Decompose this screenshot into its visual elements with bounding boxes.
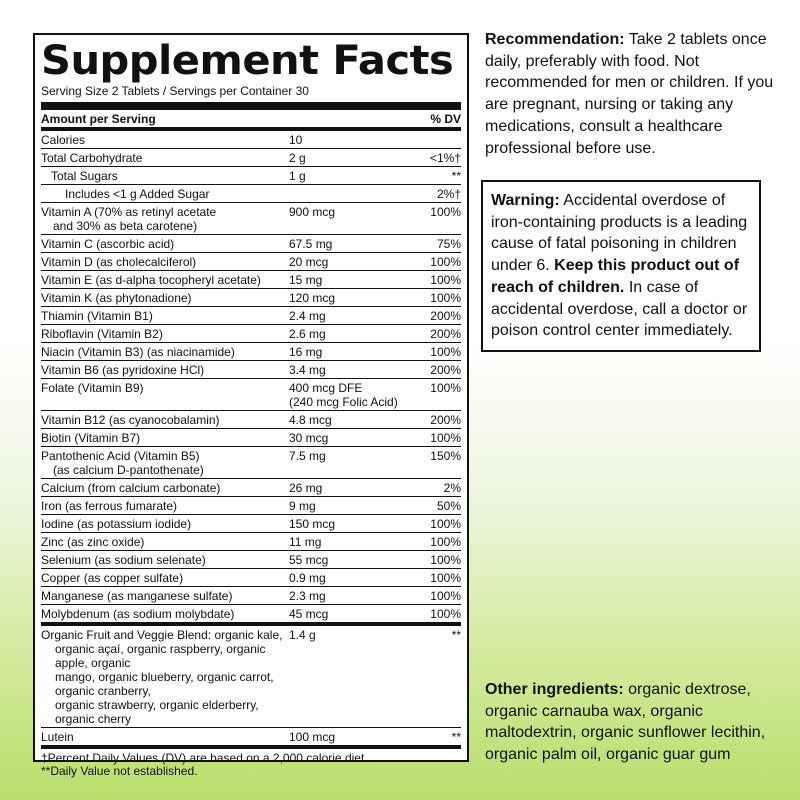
nutrient-amount [289,291,413,305]
nutrient-amount [289,481,413,495]
nutrient-amount [289,255,413,269]
recommendation-label: Recommendation: [485,31,625,48]
nutrient-dv: 75% [436,237,461,251]
nutrient-amount [289,431,413,445]
nutrient-name [41,413,289,427]
nutrient-dv: 150% [430,449,461,463]
nutrient-amount [289,345,413,359]
nutrient-name-line: Thiamin (Vitamin B1) [41,309,153,323]
nutrient-row [41,604,461,622]
nutrient-name [41,517,289,531]
nutrient-name [41,169,289,183]
nutrient-name [41,481,289,495]
nutrient-name-line: Iodine (as potassium iodide) [41,517,192,531]
nutrient-dv: 100% [430,381,461,395]
nutrient-name [41,151,289,165]
nutrient-amount-line: 0.9 mg [289,571,326,585]
nutrient-dv: 100% [430,607,461,621]
blend-line: mango, organic blueberry, organic carrot, organic cranberry, [55,670,274,698]
nutrient-row [41,586,461,604]
blend-name [41,628,289,726]
nutrient-name-line: (as calcium D-pantothenate) [53,463,204,477]
nutrient-dv: 100% [430,431,461,445]
nutrient-dv: 100% [430,589,461,603]
blend-dv: ** [451,628,461,642]
thick-divider [41,102,461,110]
nutrient-name-line: Iron (as ferrous fumarate) [41,499,178,513]
blend-line: organic strawberry, organic elderberry, organic cherry [55,698,259,726]
nutrient-dv: 200% [430,363,461,377]
nutrient-row [41,568,461,586]
nutrient-row [41,342,461,360]
nutrient-name-line: Vitamin E (as d-alpha tocopheryl acetate) [41,273,261,287]
nutrient-amount [289,553,413,567]
nutrient-name [41,309,289,323]
warning-body-2: In case of accidental overdose, call a doctor or poison control center immediately. [491,278,748,340]
nutrient-amount-line: 150 mcg [289,517,336,531]
warning-body-1: Accidental overdose of iron-containing products is a leading cause of fatal poisoning in children under 6. [491,192,748,275]
nutrient-row [41,252,461,270]
nutrient-dv: 100% [430,345,461,359]
nutrient-row [41,270,461,288]
nutrient-amount [289,589,413,603]
blend-line: organic açaí, organic raspberry, organic apple, organic [55,642,266,670]
nutrient-row [41,428,461,446]
nutrient-name-line: Vitamin B12 (as cyanocobalamin) [41,413,220,427]
nutrient-name [41,589,289,603]
nutrient-name-line: and 30% as beta carotene) [53,219,198,233]
nutrient-amount-line: 26 mg [289,481,323,495]
nutrient-amount-line: 2.4 mg [289,309,326,323]
nutrient-row [41,360,461,378]
nutrient-name-line: Zinc (as zinc oxide) [41,535,145,549]
nutrient-dv: <1%† [429,151,461,165]
supplement-facts-panel [33,33,469,778]
nutrient-dv: 100% [430,273,461,287]
nutrient-row [41,514,461,532]
nutrient-name [41,345,289,359]
nutrient-row [41,306,461,324]
nutrient-name [41,363,289,377]
nutrient-name [41,553,289,567]
nutrient-amount [289,309,413,323]
nutrient-amount-line: 67.5 mg [289,237,333,251]
nutrient-amount [289,449,413,477]
nutrient-name [41,237,289,251]
nutrient-name-line: Vitamin A (70% as retinyl acetate [41,205,217,219]
nutrient-name [41,431,289,445]
nutrient-name-line: Vitamin B6 (as pyridoxine HCl) [41,363,205,377]
nutrient-name [41,499,289,513]
nutrient-dv: 100% [430,535,461,549]
nutrient-dv: 100% [430,291,461,305]
panel-title: Supplement Facts [41,38,454,84]
nutrient-name-line: Selenium (as sodium selenate) [41,553,206,567]
nutrient-name [41,255,289,269]
warning-label: Warning: [491,192,560,209]
recommendation-body: Take 2 tablets once daily, preferably with food. Not recommended for men or children. If you are pregnant, nursing or taking any medications, consult a healthcare professional before use. [485,31,774,157]
nutrient-amount-line: 30 mcg [289,431,329,445]
nutrient-dv: 50% [436,499,461,513]
nutrient-amount [289,133,413,147]
nutrient-row [41,148,461,166]
nutrient-name-line: Molybdenum (as sodium molybdate) [41,607,235,621]
nutrient-name-line: Riboflavin (Vitamin B2) [41,327,163,341]
nutrient-amount [289,205,413,233]
nutrient-dv: 200% [430,309,461,323]
nutrient-dv: 100% [430,571,461,585]
nutrient-amount-line: 55 mcg [289,553,329,567]
nutrient-name-line: Pantothenic Acid (Vitamin B5) [41,449,200,463]
nutrient-row [41,378,461,410]
nutrient-dv: 2%† [436,187,461,201]
other-ingredients [485,679,785,766]
nutrient-name-line: Total Carbohydrate [41,151,143,165]
nutrient-amount-line: 400 mcg DFE [289,381,363,395]
nutrient-name-line: Vitamin D (as cholecalciferol) [41,255,197,269]
serving-info: Serving Size 2 Tablets / Servings per Container 30 [41,84,309,98]
nutrient-dv: 100% [430,205,461,219]
nutrient-amount [289,363,413,377]
nutrient-name [41,449,289,477]
nutrient-amount-line: 120 mcg [289,291,336,305]
nutrient-name [41,133,289,147]
nutrient-row [41,446,461,478]
nutrient-dv: 200% [430,413,461,427]
nutrient-amount [289,237,413,251]
nutrient-name [41,381,289,409]
nutrient-amount-line: 4.8 mcg [289,413,332,427]
nutrient-name [41,571,289,585]
nutrient-amount-line: (240 mcg Folic Acid) [289,395,398,409]
lutein-name: Lutein [41,730,74,744]
nutrient-amount-line: 9 mg [289,499,316,513]
nutrient-row [41,324,461,342]
nutrient-amount [289,413,413,427]
nutrient-name-line: Vitamin C (ascorbic acid) [41,237,175,251]
nutrient-amount-line: 2.6 mg [289,327,326,341]
nutrient-amount-line: 11 mg [289,535,322,549]
nutrient-amount [289,499,413,513]
nutrient-rows [41,131,461,622]
nutrient-amount [289,607,413,621]
nutrient-row [41,184,461,202]
warning-box [481,180,761,352]
nutrient-amount-line: 20 mcg [289,255,329,269]
nutrient-amount [289,327,413,341]
nutrient-dv [413,133,461,147]
footnotes [41,745,461,778]
nutrient-row [41,202,461,234]
nutrient-amount-line: 1 g [289,169,306,183]
other-body: organic dextrose, organic carnauba wax, organic maltodextrin, organic sunflower lecithin, organic palm oil, organic guar gum [485,681,766,764]
nutrient-row [41,550,461,568]
column-header [41,110,461,127]
nutrient-name [41,187,289,201]
nutrient-amount-line: 15 mg [289,273,323,287]
nutrient-amount [289,571,413,585]
nutrient-dv: 200% [430,327,461,341]
nutrient-name-line: Copper (as copper sulfate) [41,571,184,585]
nutrient-amount-line: 16 mg [289,345,323,359]
nutrient-amount [289,535,413,549]
nutrient-amount-line: 7.5 mg [289,449,326,463]
dv-header: % DV [430,112,461,126]
nutrient-dv: 100% [430,517,461,531]
nutrient-name-line: Folate (Vitamin B9) [41,381,144,395]
nutrient-name-line: Vitamin K (as phytonadione) [41,291,192,305]
nutrient-name-line: Total Sugars [51,169,118,183]
nutrient-amount [289,273,413,287]
nutrient-amount [289,169,413,183]
nutrient-amount-line: 3.4 mg [289,363,326,377]
nutrient-name [41,535,289,549]
nutrient-name-line: Niacin (Vitamin B3) (as niacinamide) [41,345,235,359]
blend-row [41,622,461,727]
nutrient-amount-line: 10 [289,133,303,147]
blend-amount: 1.4 g [289,628,316,642]
nutrient-amount [289,151,413,165]
nutrient-amount-line: 2 g [289,151,306,165]
nutrient-row [41,166,461,184]
nutrient-name [41,205,289,233]
nutrient-dv: ** [451,169,461,183]
nutrient-name-line: Calcium (from calcium carbonate) [41,481,221,495]
lutein-dv: ** [451,730,461,744]
amount-header: Amount per Serving [41,112,156,126]
nutrient-row [41,234,461,252]
footnote-dv: †Percent Daily Values (DV) are based on a 2,000 calorie diet. [41,751,368,765]
other-label: Other ingredients: [485,681,624,698]
nutrient-name [41,327,289,341]
blend-title: Organic Fruit and Veggie Blend: organic kale, [41,628,283,642]
warning-bold: Keep this product out of reach of children. [491,257,740,296]
lutein-row [41,727,461,745]
nutrient-name [41,291,289,305]
nutrient-amount-line: 900 mcg [289,205,336,219]
nutrient-name [41,607,289,621]
nutrient-name-line: Calories [41,133,86,147]
nutrient-amount-line: 2.3 mg [289,589,326,603]
footnote-not-established: **Daily Value not established. [41,764,198,778]
nutrient-dv: 100% [430,255,461,269]
nutrient-row [41,496,461,514]
nutrient-dv: 100% [430,553,461,567]
nutrient-row [41,532,461,550]
nutrient-row [41,410,461,428]
nutrient-name-line: Biotin (Vitamin B7) [41,431,141,445]
nutrient-row [41,131,461,148]
nutrient-amount [289,187,413,201]
lutein-amount: 100 mcg [289,730,336,744]
nutrient-name-line: Includes <1 g Added Sugar [65,187,210,201]
nutrient-dv: 2% [443,481,461,495]
nutrient-name-line: Manganese (as manganese sulfate) [41,589,233,603]
nutrient-amount-line: 45 mcg [289,607,329,621]
nutrient-row [41,288,461,306]
nutrient-amount [289,381,413,409]
recommendation-text [485,29,785,159]
nutrient-name [41,273,289,287]
nutrient-row [41,478,461,496]
nutrient-amount [289,517,413,531]
